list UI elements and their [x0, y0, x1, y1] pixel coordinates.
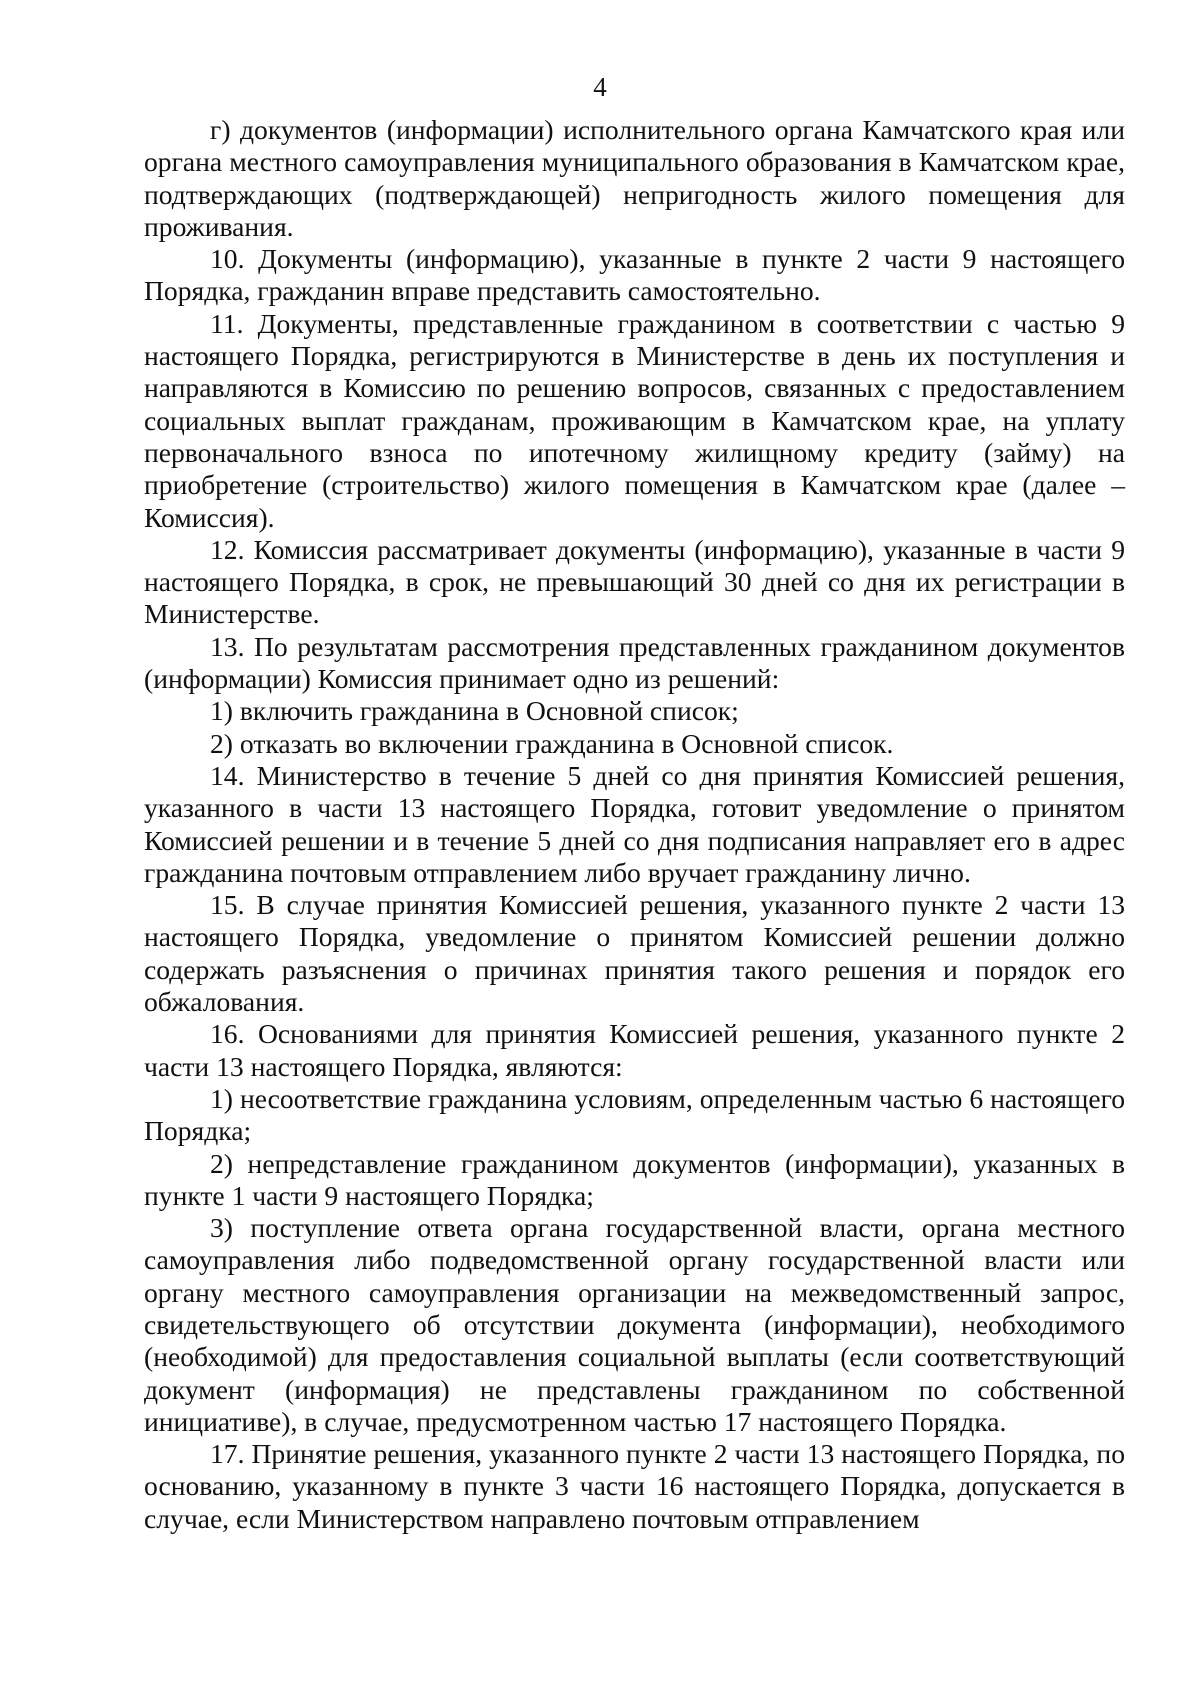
paragraph-13: 13. По результатам рассмотрения представленных гражданином документов (информации) Комиссия принимает одно из решений:	[144, 630, 1125, 695]
paragraph-14: 14. Министерство в течение 5 дней со дня принятия Комиссией решения, указанного в части 13 настоящего Порядка, готовит уведомление о принятом Комиссией решении и в течение 5 дней со дня подписания направляет его в адрес гражданина почтовым отправлением либо вручает гражданину лично.	[144, 759, 1125, 888]
page-number: 4	[593, 72, 607, 102]
paragraph-9g: г) документов (информации) исполнительного органа Камчатского края или органа местного самоуправления муниципального образования в Камчатском крае, подтверждающих (подтверждающей) непригодность жилого помещения для проживания.	[144, 114, 1125, 242]
paragraph-15: 15. В случае принятия Комиссией решения, указанного пункте 2 части 13 настоящего Порядка, уведомление о принятом Комиссией решении должно содержать разъяснения о причинах принятия такого решения и порядок его обжалования.	[144, 889, 1125, 1018]
document-body	[144, 114, 1125, 1535]
paragraph-11: 11. Документы, представленные гражданином в соответствии с частью 9 настоящего Порядка, регистрируются в Министерстве в день их поступления и направляются в Комиссию по решению вопросов, связанных с предоставлением социальных выплат гражданам, проживающим в Камчатском крае, на уплату первоначального взноса по ипотечному жилищному кредиту (займу) на приобретение (строительство) жилого помещения в Камчатском крае (далее – Комиссия).	[144, 307, 1125, 533]
paragraph-13-item-2: 2) отказать во включении гражданина в Основной список.	[210, 727, 894, 759]
paragraph-16-item-3: 3) поступление ответа органа государственной власти, органа местного самоуправления либо подведомственной органу государственной власти или органу местного самоуправления организации на межведомственный запрос, свидетельствующего об отсутствии документа (информации), необходимого (необходимой) для предоставления социальной выплаты (если соответствующий документ (информация) не представлены гражданином по собственной инициативе), в случае, предусмотренном частью 17 настоящего Порядка.	[144, 1212, 1125, 1437]
paragraph-13-item-1: 1) включить гражданина в Основной список;	[210, 695, 739, 727]
paragraph-10: 10. Документы (информацию), указанные в пункте 2 части 9 настоящего Порядка, гражданин вправе представить самостоятельно.	[144, 243, 1125, 307]
paragraph-16-item-2: 2) непредставление гражданином документов (информации), указанных в пункте 1 части 9 настоящего Порядка;	[144, 1147, 1125, 1211]
paragraph-17: 17. Принятие решения, указанного пункте 2 части 13 настоящего Порядка, по основанию, указанному в пункте 3 части 16 настоящего Порядка, допускается в случае, если Министерством направлено почтовым отправлением	[144, 1438, 1125, 1534]
paragraph-16-item-1: 1) несоответствие гражданина условиям, определенным частью 6 настоящего Порядка;	[144, 1082, 1125, 1147]
paragraph-12: 12. Комиссия рассматривает документы (информацию), указанные в части 9 настоящего Порядка, в срок, не превышающий 30 дней со дня их регистрации в Министерстве.	[144, 533, 1125, 630]
paragraph-16: 16. Основаниями для принятия Комиссией решения, указанного пункте 2 части 13 настоящего Порядка, являются:	[144, 1018, 1125, 1082]
